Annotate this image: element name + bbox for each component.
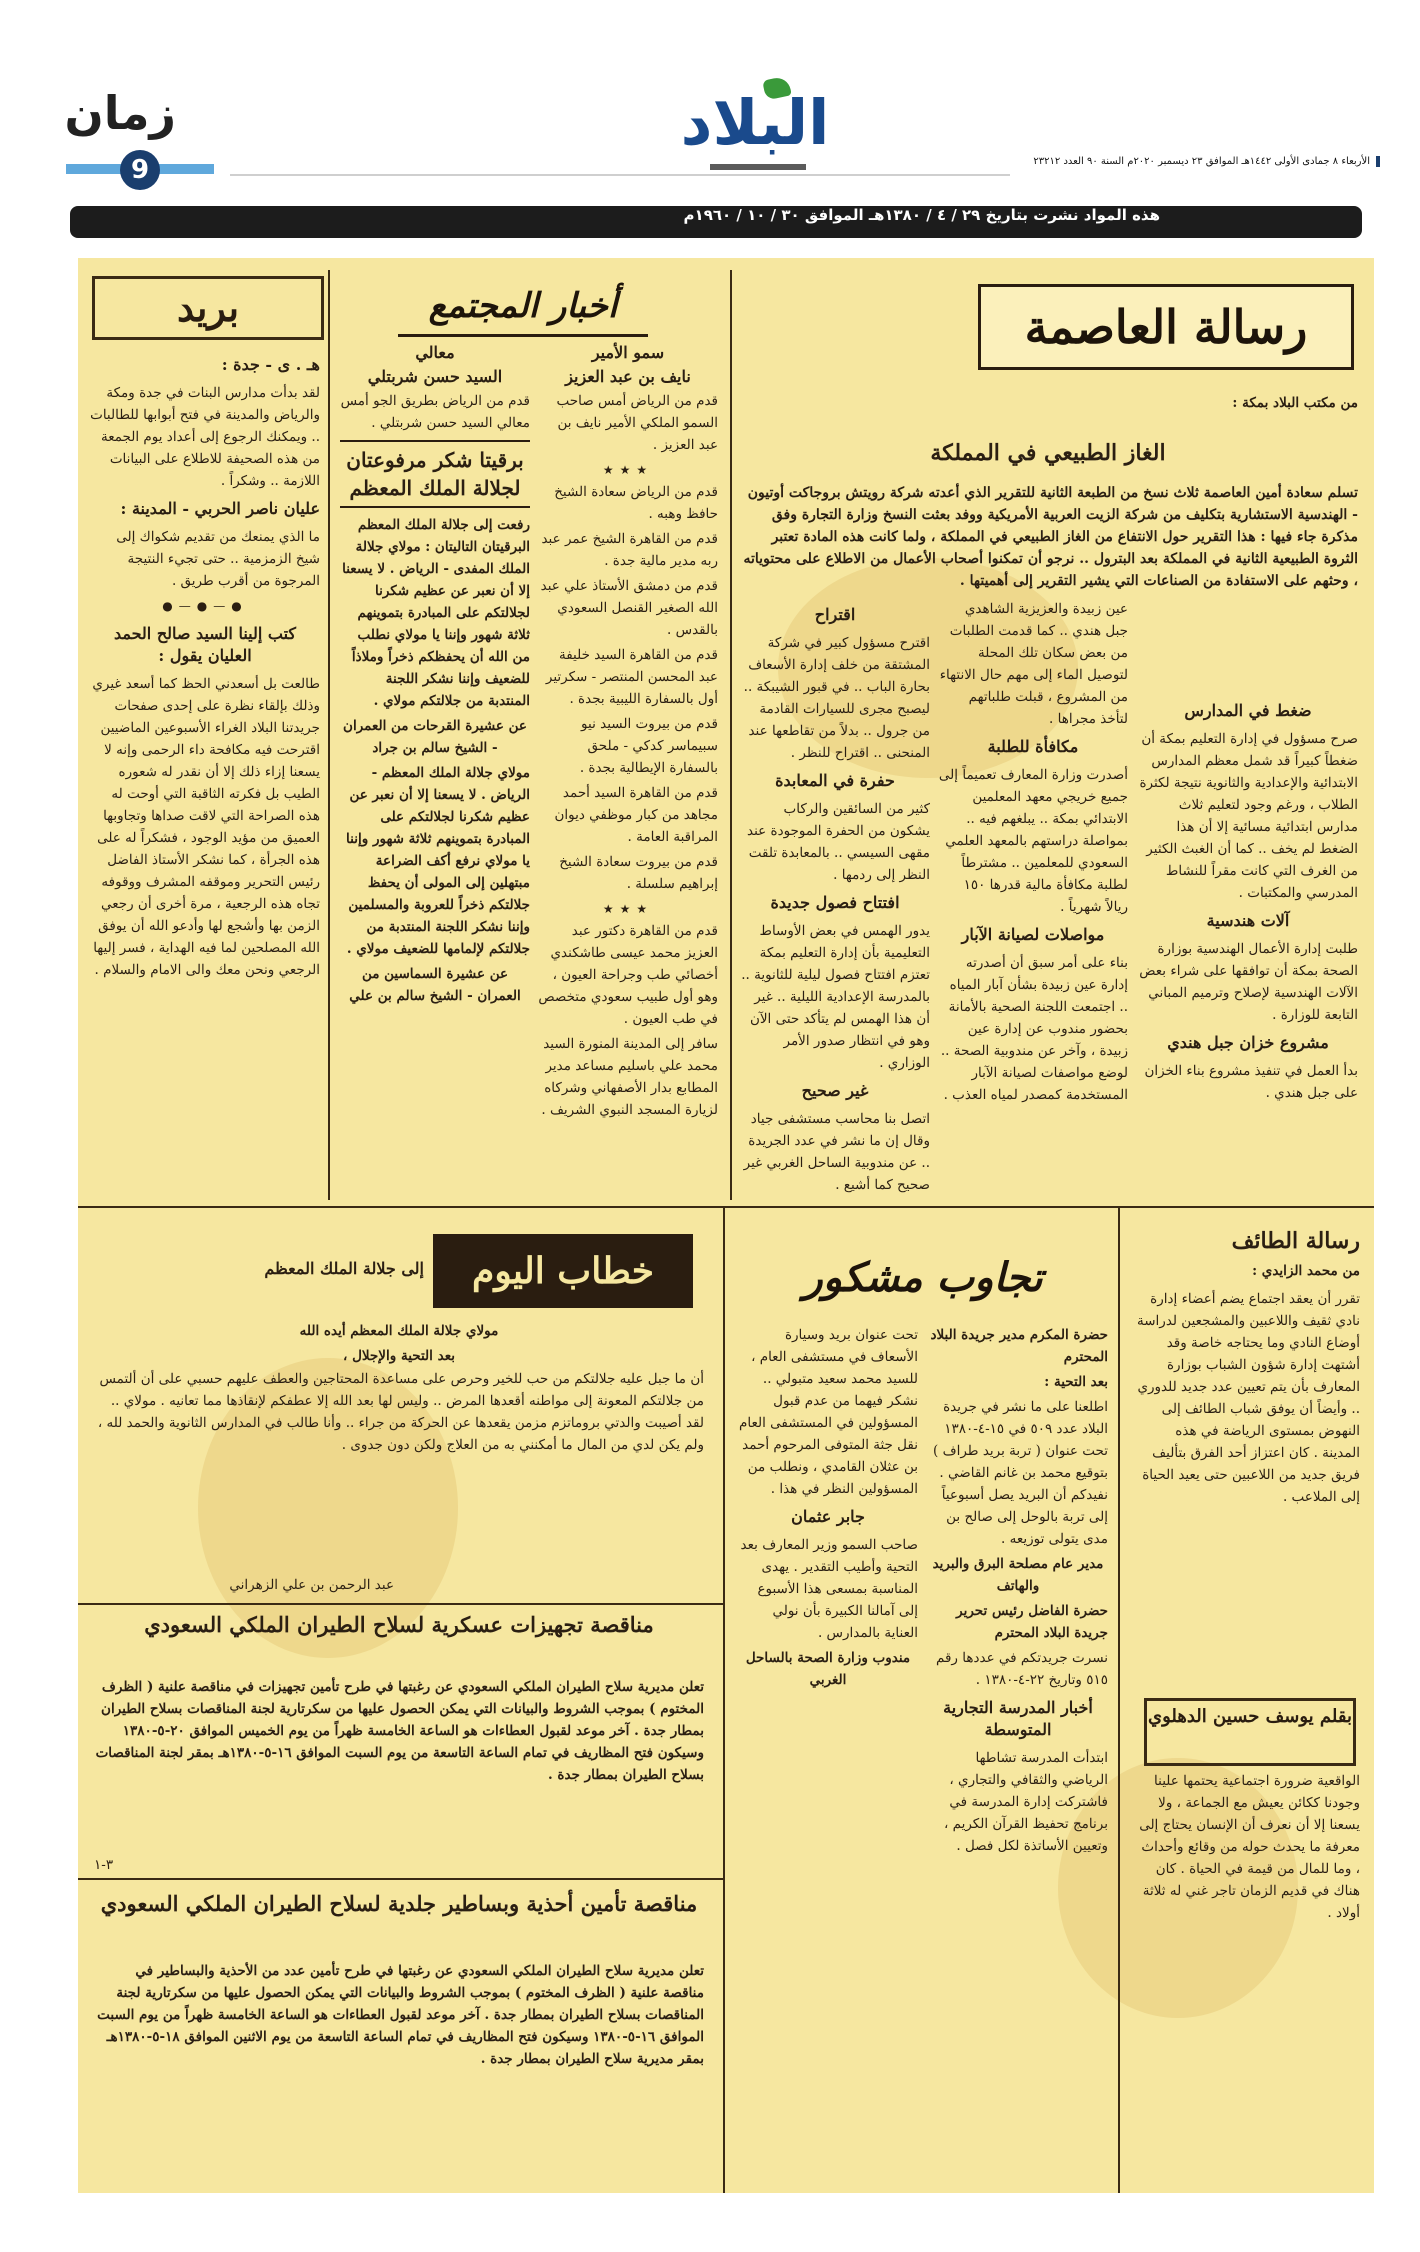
health-head: غير صحيح <box>801 1081 869 1100</box>
wells-head: مواصلات لصيانة الآبار <box>961 925 1105 944</box>
tender-1-title: مناقصة تجهيزات عسكرية لسلاح الطيران الملكي السعودي <box>144 1612 654 1637</box>
student-reward-text: أصدرت وزارة المعارف تعميماً إلى جميع خريجي معهد المعلمين الابتدائي بمكة .. يبلغهم فيه .. بمواصلة دراستهم بالمعهد العلمي السعودي للمعلمين .. مشترطاً لطلبة مكافأة مالية قدرها ١٥٠ ريالاً شهرياً . <box>938 767 1128 915</box>
prince-text: قدم من الرياض أمس صاحب السمو الملكي الأمير نايف بن عبد العزيز . <box>556 393 718 453</box>
rep-title: مندوب وزارة الصحة بالساحل الغربي <box>745 1650 911 1688</box>
driver-head: جابر عثمان <box>791 1507 865 1526</box>
engineering-head: آلات هندسية <box>1206 911 1290 930</box>
society-item: قدم من القاهرة السيد أحمد مجاهد من كبار موظفي ديوان المراقبة العامة . <box>554 785 718 845</box>
issue-date-line: الأربعاء ٨ جمادى الأولى ١٤٤٢هـ الموافق ٢٣ ديسمبر ٢٠٢٠م السنة ٩٠ العدد ٢٣٢١٢ <box>1010 156 1380 167</box>
pit-text: كثير من السائقين والركاب يشكون من الحفرة الموجودة عند مقهى السيسي .. بالمعابدة تلقت النظر إلى ردمها . <box>746 801 930 883</box>
capital-letter-col-1 <box>1138 694 1358 1194</box>
prince-title: سمو الأمير <box>591 343 665 362</box>
complaints-text-1: اطلعنا على ما نشر في جريدة البلاد عدد ٥٠٩ في ١٥-٤-١٣٨٠ تحت عنوان ( تربة بريد طراف ) بتوقيع محمد بن غانم القاضي . نفيدكم أن البريد يصل أسبوعياً إلى تربة بالوحل إلى صالح بن مدى يتولى توزيعه . <box>933 1399 1108 1547</box>
society-item: قدم من القاهرة الشيخ عمر عبد ربه مدير مالية جدة . <box>541 531 718 569</box>
section-title: زمان <box>64 86 176 140</box>
pit-head: حفرة في المعابدة <box>775 771 895 790</box>
logo-underline <box>710 164 806 170</box>
maali-name: السيد حسن شربتلي <box>367 367 503 386</box>
society-item: قدم من دمشق الأستاذ علي عبد الله الصغير القنصل السعودي بالقدس . <box>540 578 718 638</box>
mail-q3-title: كتب إلينا السيد صالح الحمد العليان يقول : <box>113 624 297 665</box>
mail-q1-name: هـ . ى - جدة : <box>221 355 320 374</box>
thanks-title: برقيتا شكر مرفوعتان لجلالة الملك المعظم <box>340 440 530 508</box>
mount-head: مشروع خزان جبل هندي <box>1167 1033 1329 1052</box>
classes-head: افتتاح فصول جديدة <box>770 893 900 912</box>
society-col-right <box>538 340 718 1194</box>
classes-text: يدور الهمس في بعض الأوساط التعليمية بأن إدارة التعليم بمكة تعتزم افتتاح فصول ليلية للثانوية .. بالمدرسة الإعدادية الليلية .. غير أن هذا الهمس لم يتأكد حتى الآن وهو في انتظار صدور الأمر الوزاري . <box>741 923 930 1071</box>
mail-q3-text: طالعت بل أسعدني الحظ كما أسعد غيري وذلك بإلقاء نظرة على إحدى صفحات جريدتنا البلاد الغراء الأسبوعين الماضيين اقترحت فيه مكافحة داء الرحمى وإنه لا يسعنا إزاء ذلك إلا أن نقدر له شعوره الطيب بل فكرته الثاقبة التي أوحت له هذه الصراحة التي لاقت صداها وتجاوبها العميق من مؤيد الوجود ، فشكراً له على هذه الجرأة ، كما نشكر الأستاذ الفاضل رئيس التحرير وموقفه المشرف ووقوفه تجاه هذه الرجعية ، مرة أخرى أن رجعي الزمن بها وأشجع لها وأدعو الله أن يوفق الله المصلحين لما فيه الهداية ، فسر إليها الرجعي ونحن معك والى الامام والسلام . <box>92 676 320 978</box>
separator: ★★★ <box>602 902 654 916</box>
taif-title: رسالة الطائف <box>1231 1228 1360 1254</box>
capital-letter-title: رسالة العاصمة <box>978 284 1354 370</box>
wells-text: بناء على أمر سبق أن أصدرته إدارة عين زبيدة بشأن آبار المياه .. اجتمعت اللجنة الصحية بالأمانة بحضور مندوب عن إدارة عين زبيدة ، وآخر عن مندوبية الصحة .. لوضع مواصفات لصيانة الآبار المستخدمة كمصدر لمياه العذب . <box>940 955 1128 1103</box>
school-text: ابتدأت المدرسة تشاطها الرياضي والثقافي والتجاري ، فاشتركت إدارة المدرسة في برنامج تحفيظ القرآن الكريم ، وتعيين الأساتذة لكل فصل . <box>943 1750 1108 1854</box>
maali-title: معالي <box>415 343 455 362</box>
tender-1-ref: ٣-١ <box>94 1857 114 1873</box>
mail-column <box>90 348 320 1194</box>
column-divider <box>723 1208 725 2193</box>
mail-q2-name: عليان ناصر الحربي - المدينة : <box>120 499 320 518</box>
column-divider <box>1118 1208 1120 2193</box>
capital-letter-headline: الغاز الطبيعي في المملكة <box>930 440 1166 466</box>
maali-text: قدم من الرياض بطريق الجو أمس معالي السيد حسن شربتلي . <box>340 393 530 431</box>
separator: ●—●—● <box>162 599 248 613</box>
society-col-left <box>340 340 530 1194</box>
schools-text: صرح مسؤول في إدارة التعليم بمكة أن ضغطاً كبيراً قد شمل معظم المدارس الابتدائية والإعدادية والثانوية نتيجة لكثرة الطلاب ، ورغم وجود لتعليم ثلاث مدارس ابتدائية مسائية إلا أن هذا الضغط لم يخف .. كما أن الغبث الكثير من الغرف التي كانت مقراً للنشاط المدرسي والمكتبات . <box>1139 731 1358 901</box>
minister-text: صاحب السمو وزير المعارف بعد التحية وأطيب التقدير . يهدى المناسبة بمسعى هذا الأسبوع إلى آمالنا الكبيرة بأن نولي العناية بالمدارس . <box>740 1537 918 1641</box>
thanks-text-1: رفعت إلى جلالة الملك المعظم البرقيتان التاليتان : مولاي جلالة الملك المفدى - الرياض . لا يسعنا إلا أن نعبر عن عظيم شكرنا لجلالتكم على المبادرة بتموينهم ثلاثة شهور وإننا يا مولاي نطلب من الله أن يحفظكم ذخراً وملاذاً للضعيف وإننا نشكر اللجنة المنتدبة من جلالتكم مولاي . <box>342 517 530 709</box>
complaints-title: تجاوب مشكور <box>803 1254 1043 1301</box>
section-divider <box>78 1603 723 1605</box>
taif-byline: من محمد الزايدي : <box>1252 1263 1360 1279</box>
mail-title: بريد <box>92 276 324 340</box>
complaints-editor-salutation: حضرة الفاضل رئيس تحرير جريدة البلاد المحترم <box>956 1603 1108 1641</box>
thanks-sign-2: عن عشيرة السماسين من العمران - الشيخ سالم بن علي <box>349 966 521 1004</box>
section-divider <box>78 1206 1374 1208</box>
complaints-salutation: حضرة المكرم مدير جريدة البلاد المحترم <box>930 1327 1108 1365</box>
schools-head: ضغط في المدارس <box>1184 701 1312 720</box>
capital-letter-lead: تسلم سعادة أمين العاصمة ثلاث نسخ من الطبعة الثانية للتقرير الذي أعدته شركة رويتش بروجاكت أوتيون - الهندسية الاستشارية بتكليف من شركة الزيت العربية الأمريكية ووفد بعثت النسخ وزارة التجارة وفق مذكرة جاء فيها : هذا التقرير حول الانتفاع من الغاز الطبيعي في المملكة ، ولما كانت هذه المادة تعتبر الثروة الطبيعية الثانية في المملكة بعد البترول .. نرجو أن تمكنوا أصحاب الأعمال من الاطلاع على محتوياته ، وحثهم على الاستفادة من الصناعات التي يشير التقرير إلى أهميتها . <box>743 485 1358 589</box>
separator: ★★★ <box>602 463 654 477</box>
society-item: قدم من القاهرة دكتور عبد العزيز محمد عيسى طاشكندي أخصائي طب وجراحة العيون ، وهو أول طبيب سعودي متخصص في طب العيون . <box>538 923 718 1027</box>
column-divider <box>328 270 330 1200</box>
capital-letter-col-3 <box>740 598 930 1194</box>
logo-text: البلاد <box>680 86 830 159</box>
taif-text: تقرر أن يعقد اجتماع يضم أعضاء إدارة نادي ثقيف واللاعبين والمشجعين لدراسة أوضاع النادي وما يحتاجه خاصة وقد أشتهت إدارة شؤون الشباب بوزارة المعارف بأن يتم تعيين عدد جديد للدوري .. وأيضاً أن يوفق شباب الطائف إلى النهوض بمستوى الرياضة في هذه المدينة . كان اعتزاز أحد الفرق بتأليف فريق جديد من اللاعبين حتى يعيد الحياة إلى الملاعب . <box>1137 1291 1360 1505</box>
tender-2-text: تعلن مديرية سلاح الطيران الملكي السعودي عن رغبتها في طرح تأمين عدد من الأحذية والبساطير في مناقصة علنية ( الظرف المختوم ) بموجب الشروط والبيانات التي يمكن الحصول عليها من سكرتارية لجنة المناقصات بسلاح الطيران بمطار جدة . آخر موعد لقبول العطاءات هو الساعة الخامسة ظهراً من يوم السبت الموافق ١٦-٥-١٣٨٠ وسيكون فتح المظاريف في تمام الساعة التاسعة من يوم الاثنين الموافق ١٨-٥-١٣٨٠هـ بمقر مديرية سلاح الطيران بمطار جدة . <box>97 1963 704 2067</box>
page-number: 9 <box>120 150 160 190</box>
speech-greeting: بعد التحية والإجلال ، <box>343 1348 455 1364</box>
mail-q2-text: ما الذي يمنعك من تقديم شكواك إلى شيخ الزمزمية .. حتى تجيء النتيجة المرجوة من أقرب طريق . <box>116 529 320 589</box>
speech-subtitle: إلى جلالة الملك المعظم <box>264 1259 424 1278</box>
proposal-head: اقتراح <box>814 605 856 624</box>
society-item: قدم من بيروت سعادة الشيخ إبراهيم سلسلة . <box>559 854 718 892</box>
society-item: قدم من بيروت السيد نيو سبيماسر كدكي - ملحق بالسفارة الإيطالية بجدة . <box>579 716 718 776</box>
tender-1-text: تعلن مديرية سلاح الطيران الملكي السعودي عن رغبتها في طرح تأمين تجهيزات في مناقصة علنية ( الظرف المختوم ) بموجب الشروط والبيانات التي يمكن الحصول عليها من سكرتارية لجنة المناقصات بسلاح الطيران بمطار جدة . آخر موعد لقبول العطاءات هو الساعة الخامسة ظهراً من يوم الخميس الموافق ٢٠-٥-١٣٨٠ وسيكون فتح المظاريف في تمام الساعة التاسعة من يوم السبت الموافق ١٦-٥-١٣٨٠هـ بمقر لجنة المناقصات بسلاح الطيران بمطار جدة . <box>95 1679 704 1783</box>
masthead-logo[interactable] <box>680 78 830 170</box>
society-item: قدم من القاهرة السيد خليفة عبد المحسن المنتصر - سكرتير أول بالسفارة الليبية بجدة . <box>545 647 718 707</box>
health-text: اتصل بنا محاسب مستشفى جياد وقال إن ما نشر في عدد الجريدة .. عن مندوبية الساحل الغربي غير صحيح كما أشيع . <box>743 1111 930 1193</box>
header-divider <box>230 174 1010 176</box>
publication-notice: هذه المواد نشرت بتاريخ ٢٩ / ٤ / ١٣٨٠هـ الموافق ٣٠ / ١٠ / ١٩٦٠م <box>683 206 1160 224</box>
society-item: قدم من الرياض سعادة الشيخ حافظ وهبه . <box>554 484 718 522</box>
mount-text: بدأ العمل في تنفيذ مشروع بناء الخزان على جبل هندي . <box>1144 1063 1358 1101</box>
student-reward-head: مكافأة للطلبة <box>987 737 1079 756</box>
water-text: عين زبيدة والعزيزية الشاهدي جبل هندي .. كما قدمت الطلبات من بعض سكان تلك المحلة لتوصيل الماء إلى مهم حال الانتهاء من المشروع ، قبلت طلباتهم لتأخذ مجراها . <box>939 601 1128 727</box>
complaints-greeting: بعد التحية : <box>1044 1374 1108 1390</box>
complaints-manager: مدير عام مصلحة البرق والبريد والهاتف <box>932 1556 1104 1594</box>
thanks-text-2: مولاي جلالة الملك المعظم - الرياض . لا يسعنا إلا أن نعبر عن عظيم شكرنا لجلالتكم على المبادرة بتموينهم ثلاثة شهور وإننا يا مولاي نرفع أكف الضراعة مبتهلين إلى المولى أن يحفظ جلالتكم ذخراً للعروبة والمسلمين وإننا نشكر اللجنة المنتدبة من جلالتكم لإلمامها للضعيف مولاي . <box>346 765 530 957</box>
society-item: سافر إلى المدينة المنورة السيد محمد علي باسليم مساعد مدير المطابع بدار الأصفهاني وشركاه لزيارة المسجد النبوي الشريف . <box>541 1036 718 1118</box>
newspaper-clipping <box>78 258 1374 2193</box>
tender-2-title: مناقصة تأمين أحذية وبساطير جلدية لسلاح الطيران الملكي السعودي <box>100 1891 698 1916</box>
complaints-editor-text: نسرت جريدتكم في عددها رقم ٥١٥ وتاريخ ٢٢-٤-١٣٨٠ . <box>935 1650 1108 1688</box>
proposal-text: اقترح مسؤول كبير في شركة المشتقة من خلف إدارة الأسعاف بحارة الباب .. في قبور الشيبكة .. ليصبح مجرى للسيارات القادمة من جرول .. بدلاً من تقاطعها عند المنحنى .. اقتراح للنظر . <box>743 635 930 761</box>
column-text: الواقعية ضرورة اجتماعية يحتمها علينا وجودنا ككائن يعيش مع الجماعة ، ولا يسعنا إلا أن نعرف أن الإنسان يحتاج إلى معرفة ما يحدث حوله من وقائع وأحداث ، وما للمال من قيمة في الحياة . كان هناك في قديم الزمان تاجر غني له ثلاثة أولاد . <box>1139 1773 1360 1921</box>
complaints-text-2: تحت عنوان بريد وسيارة الأسعاف في مستشفى العام ، للسيد محمد سعيد متبولي .. نشكر فيهما من عدم قبول المسؤولين في المستشفى العام نقل جثة المتوفى المرحوم أحمد بن عثلان القامدي ، ونطلب من المسؤولين النظر في هذا . <box>738 1327 918 1497</box>
speech-body: أن ما جبل عليه جلالتكم من حب للخير وحرص على مساعدة المحتاجين والعطف عليهم حسبي على أن ألتمس من جلالتكم المعونة إلى مواطنه أقعدها المرض .. وليس لها بعد الله إلا عطفكم لإنقاذها مما تعانيه . مولاي .. لقد أصيبت والدتي بروماتزم مزمن يقعدها عن الحركة من جراء .. وأنا طالب في المدارس الثانوية والحمد لله ، ولم يكن لدي من المال ما أمكنني به من العلاج ولكن دون جدوى . <box>97 1371 704 1453</box>
engineering-text: طلبت إدارة الأعمال الهندسية بوزارة الصحة بمكة أن توافقها على شراء بعض الآلات الهندسية لإصلاح وترميم المباني التابعة للوزارة . <box>1139 941 1358 1023</box>
capital-letter-byline: من مكتب البلاد بمكة : <box>1232 395 1358 411</box>
complaints-col-right <box>928 1324 1108 2186</box>
complaints-col-left <box>738 1324 918 2186</box>
capital-letter-col-2 <box>938 598 1128 1194</box>
school-head: أخبار المدرسة التجارية المتوسطة <box>943 1698 1093 1739</box>
speech-title: خطاب اليوم <box>433 1234 693 1308</box>
section-divider <box>78 1878 723 1880</box>
prince-name: نايف بن عبد العزيز <box>565 367 691 386</box>
society-title: أخبار المجتمع <box>398 278 648 337</box>
mail-q1-text: لقد بدأت مدارس البنات في جدة ومكة والرياض والمدينة في فتح أبوابها للطالبات .. ويمكنك الرجوع إلى أعداد يوم الجمعة من هذه الصحيفة للاطلاع على البيانات اللازمة .. وشكراً . <box>90 385 320 489</box>
column-title: بقلم يوسف حسين الدهلوي <box>1144 1698 1356 1766</box>
column-divider <box>730 270 732 1200</box>
speech-signature: عبد الرحمن بن علي الزهراني <box>229 1577 394 1593</box>
thanks-sign-1: عن عشيرة القرحات من العمران - الشيخ سالم بن جراد <box>343 718 527 756</box>
speech-salutation: مولاي جلالة الملك المعظم أيده الله <box>299 1323 499 1339</box>
speech-header <box>94 1320 704 1364</box>
